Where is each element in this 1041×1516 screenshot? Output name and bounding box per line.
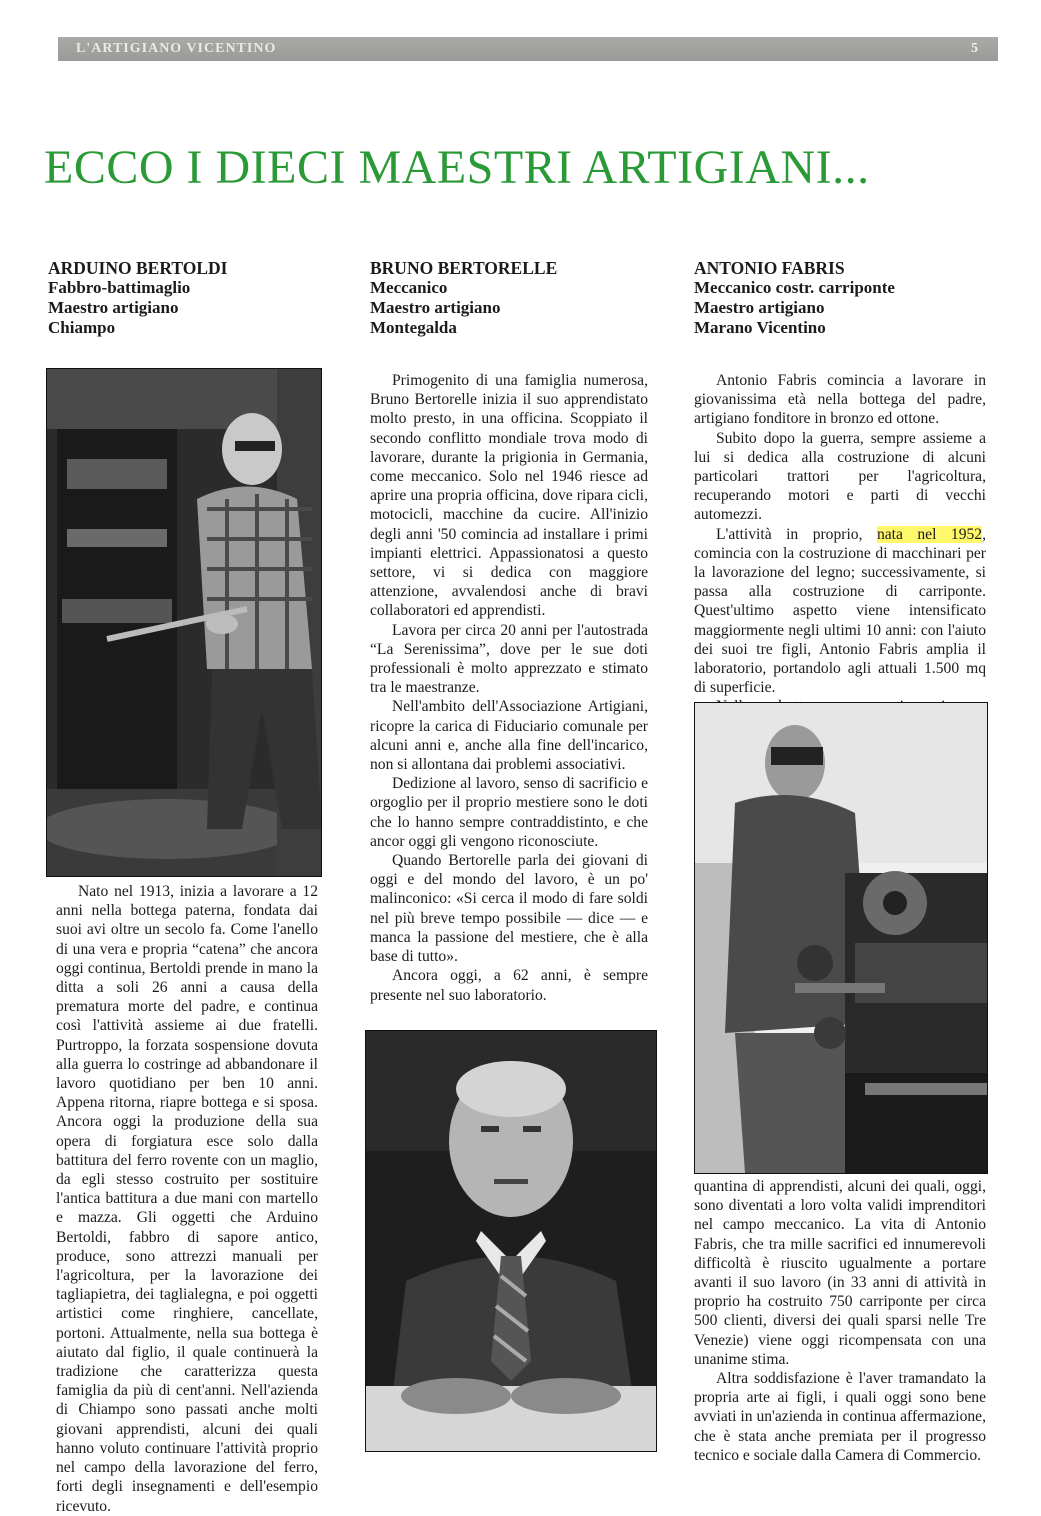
photo-fabris-lathe xyxy=(694,702,988,1174)
photo-bertoldi-forge xyxy=(46,368,322,877)
p3-after: , comincia con la costruzione di macchinari per la lavorazione del legno; successivamente, si passa alla costruzione di carriponte. Quest'ultimo aspetto viene intensificato maggiormente negli ultimi 10 anni: con l'aiuto dei suoi tre figli, Antonio Fabris amplia il laboratorio, portandolo agli attuali 1.500 mq di superficie. xyxy=(694,525,986,697)
article-bertoldi xyxy=(48,258,318,338)
artisan-name: BRUNO BERTORELLE xyxy=(370,258,558,278)
artisan-name: ARDUINO BERTOLDI xyxy=(48,258,228,278)
article-text-bertorelle xyxy=(370,371,648,1005)
byline xyxy=(48,258,318,338)
magazine-title: L'ARTIGIANO VICENTINO xyxy=(76,41,277,56)
paragraph: Altra soddisfazione è l'aver tramandato la propria arte ai figli, i quali oggi sono bene avviati in un'azienda in continua affermazione, che è stata anche premiata per il progresso tecnico e sociale dalla Camera di Commercio. xyxy=(694,1370,986,1464)
highlighted-text: nata nel 1952 xyxy=(876,525,983,543)
article-text-fabris-top xyxy=(694,371,986,717)
artisan-title: Maestro artigiano xyxy=(48,298,179,317)
artisan-title: Maestro artigiano xyxy=(370,298,501,317)
paragraph: Antonio Fabris comincia a lavorare in giovanissima età nella bottega del padre, artigiano fonditore in bronzo ed ottone. xyxy=(694,372,986,428)
artisan-place: Montegalda xyxy=(370,318,457,337)
paragraph: Lavora per circa 20 anni per l'autostrada “La Serenissima”, dove per le sue doti professionali è molto apprezzato e stimato tra le maestranze. xyxy=(370,621,648,697)
paragraph: Quando Bertorelle parla dei giovani di oggi e del mondo del lavoro, è un po' malinconico: «Si cerca il modo di fare soldi nel più breve tempo possibile — dice — e manca la passione del mestiere, che è alla base di tutto». xyxy=(370,852,648,966)
page-number: 5 xyxy=(971,41,978,56)
byline xyxy=(370,258,648,338)
paragraph: Primogenito di una famiglia numerosa, Bruno Bertorelle inizia il suo apprendistato molto presto, in una officina. Scoppiato il secondo conflitto mondiale trova modo di lavorare, durante la prigionia in Germania, come meccanico. Solo nel 1946 riesce ad aprire una propria officina, dove ripara cicli, motocicli, macchine da cucire. All'inizio degli anni '50 comincia ad installare i primi impianti elettrici. Appassionatosi a questo settore, vi si dedica con maggiore attenzione, avvalendosi anche di bravi collaboratori ed apprendisti. xyxy=(370,372,648,620)
artisan-trade: Fabbro-battimaglio xyxy=(48,278,191,297)
article-fabris xyxy=(694,258,986,338)
byline xyxy=(694,258,986,338)
paragraph: Nell'ambito dell'Associazione Artigiani, ricopre la carica di Fiduciario comunale per alcuni anni e, anche alla fine dell'incarico, non si allontana dai problemi associativi. xyxy=(370,698,648,774)
paragraph: quantina di apprendisti, alcuni dei quali, oggi, sono diventati a loro volta validi imprenditori nel campo meccanico. La vita di Antonio Fabris, che tra mille sacrifici ed innumerevoli difficoltà è riuscito ugualmente a portare avanti il suo lavoro (in 33 anni di attività in proprio ha costruito 750 carriponte per circa 500 clienti, diversi dei quali sparsi nelle Tre Venezie) viene oggi ricompensata con una unanime stima. xyxy=(694,1178,986,1368)
paragraph: Nato nel 1913, inizia a lavorare a 12 anni nella bottega paterna, fondata dai suoi avi oltre un secolo fa. Come l'anello di una vera e propria “catena” che ancora oggi continua, Bertoldi prende in mano la ditta a soli 26 anni a causa della prematura morte del padre, e continua così l'attività assieme ai due fratelli. Purtroppo, la forzata sospensione dovuta alla guerra lo costringe ad abbandonare il lavoro quotidiano per ben 10 anni. Appena ritorna, riapre bottega e si sposa. Ancora oggi la produzione della sua opera di forgiatura esce solo dalla battitura del ferro rovente con un maglio, da egli stesso costruito per sostituire l'antica battitura a due mani con martello e mazza. Gli oggetti che Arduino Bertoldi, fabbro di sapore antico, produce, sono attrezzi manuali per l'agricoltura, per la lavorazione dei tagliapietra, dei taglialegna, e poi oggetti artistici come ringhiere, cancellate, portoni. Attualmente, nella sua bottega è aiutato dal figlio, il quale continuerà la tradizione che caratterizza questa famiglia da più di cent'anni. Nell'azienda di Chiampo sono passati anche molti giovani apprendisti, alcuni dei quali hanno voluto continuare l'attività proprio nel campo della lavorazione del ferro, forti degli insegnamenti e dell'esempio ricevuto. xyxy=(56,883,318,1515)
artisan-trade: Meccanico costr. carriponte xyxy=(694,278,895,297)
artisan-title: Maestro artigiano xyxy=(694,298,825,317)
page-headline: ECCO I DIECI MAESTRI ARTIGIANI... xyxy=(44,141,870,194)
artisan-place: Marano Vicentino xyxy=(694,318,826,337)
paragraph: Ancora oggi, a 62 anni, è sempre presente nel suo laboratorio. xyxy=(370,967,648,1004)
page-header-bar xyxy=(58,37,998,61)
artisan-place: Chiampo xyxy=(48,318,116,337)
article-text-bertoldi xyxy=(56,882,318,1516)
paragraph xyxy=(694,525,986,698)
photo-bertorelle-portrait xyxy=(365,1030,657,1452)
p3-before: L'attività in proprio, xyxy=(716,525,877,543)
artisan-trade: Meccanico xyxy=(370,278,448,297)
paragraph: Dedizione al lavoro, senso di sacrificio e orgoglio per il proprio mestiere sono le doti che lo hanno sempre contraddistinto, e che ancor oggi gli vengono riconosciute. xyxy=(370,775,648,850)
paragraph: Subito dopo la guerra, sempre assieme a lui si dedica alla costruzione di alcuni particolari trattori per l'agricoltura, recuperando motori e parti di vecchi automezzi. xyxy=(694,429,986,524)
article-bertorelle xyxy=(370,258,648,338)
artisan-name: ANTONIO FABRIS xyxy=(694,258,845,278)
article-text-fabris-bottom xyxy=(694,1177,986,1465)
